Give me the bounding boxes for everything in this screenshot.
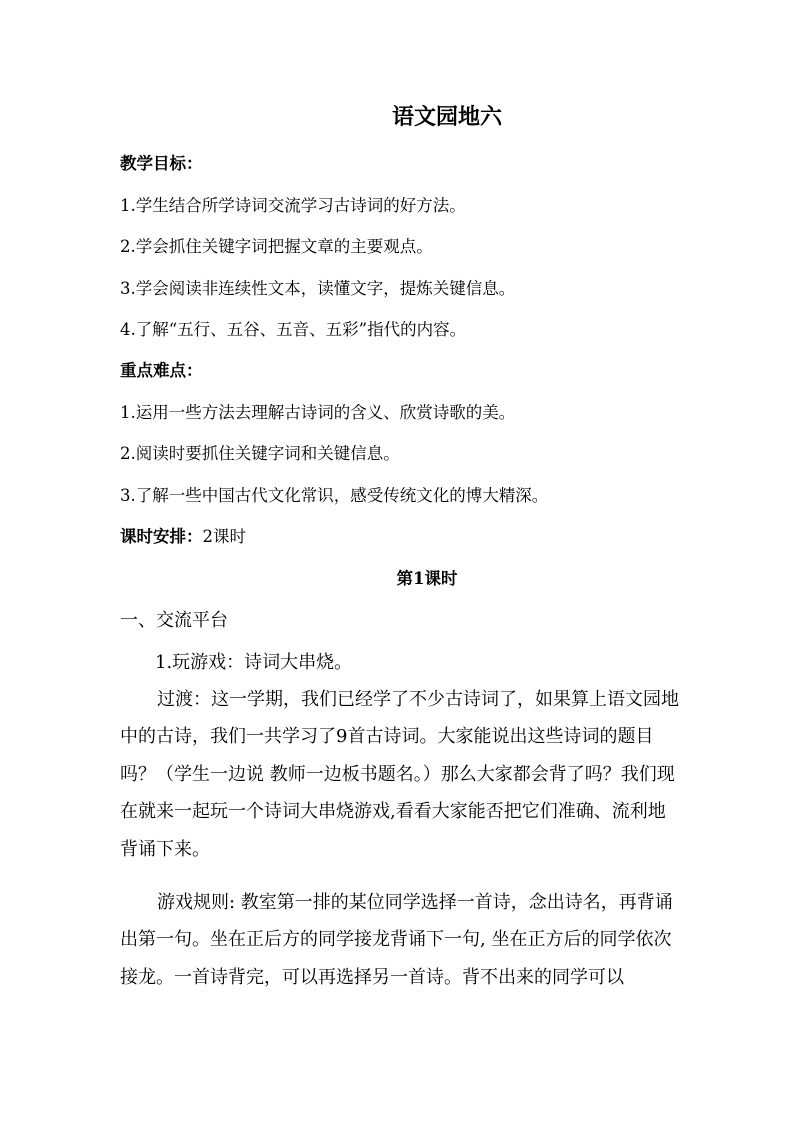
objective-item: 3.学会阅读非连续性文本，读懂文字，提炼关键信息。 (120, 279, 516, 298)
objectives-heading: 教学目标： (120, 154, 203, 173)
document-title: 语文园地六 (391, 104, 502, 130)
key-point-item: 2.阅读时要抓住关键字词和关键信息。 (120, 444, 400, 463)
key-point-item: 3.了解一些中国古代文化常识，感受传统文化的博大精深。 (120, 486, 549, 505)
paragraph-transition-text: 过渡：这一学期，我们已经学了不少古诗词了，如果算上语文园地中的古诗，我们一共学习了9首古诗词。大家能说出这些诗词的题目吗？（学生一边说 教师一边板书题名。）那么大家都会背了吗？我们现在就来一起玩一个诗词大串烧游戏,看看大家能否把它们准确、流利地背诵下来。 (120, 689, 679, 860)
objective-item: 1.学生结合所学诗词交流学习古诗词的好方法。 (120, 196, 466, 215)
paragraph-rules (120, 884, 680, 996)
objective-item: 2.学会抓住关键字词把握文章的主要观点。 (120, 237, 433, 256)
schedule-label: 课时安排： (120, 527, 203, 546)
key-point-item: 1.运用一些方法去理解古诗词的含义、欣赏诗歌的美。 (120, 403, 516, 422)
paragraph-rules-text: 游戏规则: 教室第一排的某位同学选择一首诗，念出诗名，再背诵出第一句。坐在正后方的同学接龙背诵下一句, 坐在正方后的同学依次接龙。一首诗背完，可以再选择另一首诗。背不出来的同学可以 (120, 892, 673, 988)
key-points-heading: 重点难点： (120, 361, 203, 380)
paragraph-transition (120, 681, 680, 868)
activity-item: 1.玩游戏：诗词大串烧。 (155, 652, 353, 673)
schedule-value: 2课时 (202, 527, 246, 546)
section-heading: 一、交流平台 (120, 610, 228, 631)
objective-item: 4.了解“五行、五谷、五音、五彩”指代的内容。 (120, 320, 467, 339)
lesson-heading: 第1课时 (396, 569, 458, 588)
schedule-line (120, 523, 246, 547)
